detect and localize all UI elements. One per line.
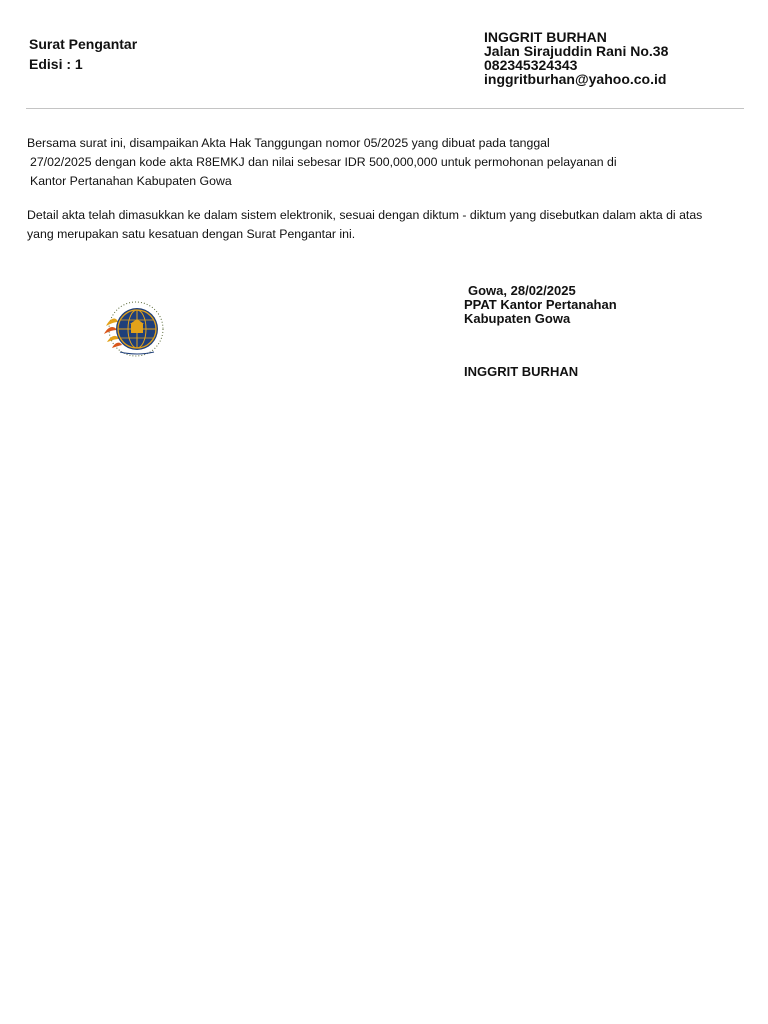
signature-office-line-1: PPAT Kantor Pertanahan	[464, 297, 617, 312]
body-paragraph-2	[27, 206, 747, 244]
signature-office-line-2: Kabupaten Gowa	[464, 311, 571, 326]
sender-address: Jalan Sirajuddin Rani No.38	[484, 43, 669, 59]
document-title-block	[29, 34, 137, 74]
document-title: Surat Pengantar	[29, 36, 138, 52]
paragraph-1-line-3: Kantor Pertanahan Kabupaten Gowa	[30, 174, 232, 188]
paragraph-2-line-1: Detail akta telah dimasukkan ke dalam sistem elektronik, sesuai dengan diktum - diktum yang disebutkan dalam akta di atas	[27, 208, 703, 222]
bpn-emblem-icon	[102, 300, 166, 358]
signature-place-date: Gowa, 28/02/2025	[468, 283, 576, 298]
paragraph-1-line-2: 27/02/2025 dengan kode akta R8EMKJ dan nilai sebesar IDR 500,000,000 untuk permohonan pelayanan di	[30, 155, 617, 169]
sender-email: inggritburhan@yahoo.co.id	[484, 71, 667, 87]
sender-block	[484, 30, 668, 86]
signer-name: INGGRIT BURHAN	[464, 364, 579, 379]
header-divider	[26, 108, 744, 109]
sender-name: INGGRIT BURHAN	[484, 29, 607, 45]
sender-phone: 082345324343	[484, 57, 578, 73]
document-edition: Edisi : 1	[29, 56, 83, 72]
paragraph-2-line-2: yang merupakan satu kesatuan dengan Surat Pengantar ini.	[27, 227, 356, 241]
body-paragraph-1	[27, 134, 747, 191]
signature-block	[464, 284, 617, 326]
paragraph-1-line-1: Bersama surat ini, disampaikan Akta Hak Tanggungan nomor 05/2025 yang dibuat pada tanggal	[27, 136, 550, 150]
